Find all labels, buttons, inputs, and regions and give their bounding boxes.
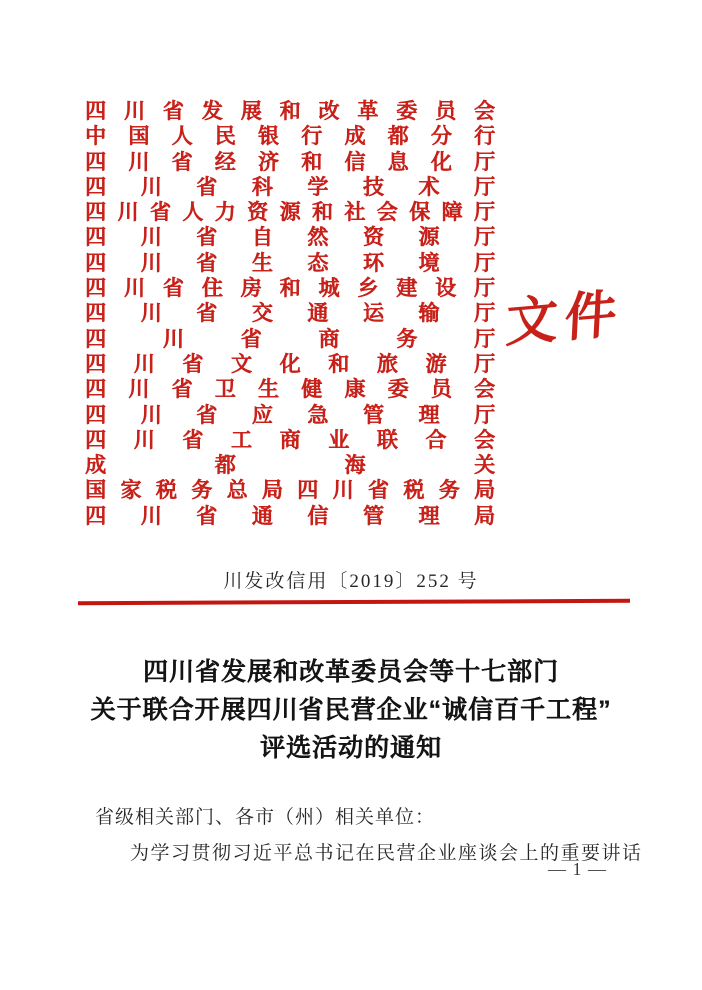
title-line-3: 评选活动的通知 bbox=[259, 734, 442, 762]
page-number: — 1 — bbox=[548, 859, 607, 879]
department-name: 中 国 人 民 银 行 成 都 分 行 bbox=[85, 124, 495, 149]
document-stamp-label: 文件 bbox=[504, 285, 625, 354]
department-name: 成 都 海 关 bbox=[85, 453, 495, 478]
department-name: 四 川 省 应 急 管 理 厅 bbox=[85, 402, 495, 427]
red-divider-line bbox=[78, 599, 630, 605]
salutation-line: 省级相关部门、各市（州）相关单位： bbox=[95, 807, 436, 828]
body-first-line: 为学习贯彻习近平总书记在民营企业座谈会上的重要讲话 bbox=[130, 843, 643, 864]
title-line-1: 四川省发展和改革委员会等十七部门 bbox=[142, 658, 559, 686]
department-name: 四 川 省 商 务 厅 bbox=[85, 326, 495, 351]
department-name: 四 川 省 经 济 和 信 息 化 厅 bbox=[85, 149, 495, 174]
department-name: 四 川 省 人 力 资 源 和 社 会 保 障 厅 bbox=[85, 200, 495, 225]
document-title bbox=[0, 653, 702, 767]
department-name: 四 川 省 发 展 和 改 革 委 员 会 bbox=[85, 99, 495, 123]
department-name: 四 川 省 文 化 和 旅 游 厅 bbox=[85, 351, 495, 376]
department-name: 四 川 省 科 学 技 术 厅 bbox=[85, 174, 495, 199]
department-name: 四 川 省 住 房 和 城 乡 建 设 厅 bbox=[85, 276, 495, 301]
department-name: 四 川 省 卫 生 健 康 委 员 会 bbox=[85, 377, 495, 402]
department-name: 四 川 省 交 通 运 输 厅 bbox=[85, 301, 495, 326]
department-name: 四 川 省 自 然 资 源 厅 bbox=[85, 225, 495, 250]
red-head-list bbox=[85, 99, 495, 529]
department-name: 四 川 省 工 商 业 联 合 会 bbox=[85, 427, 495, 452]
title-line-2: 关于联合开展四川省民营企业“诚信百千工程” bbox=[90, 696, 612, 724]
document-number: 川发改信用〔2019〕252 号 bbox=[223, 571, 479, 592]
department-name: 国 家 税 务 总 局 四 川 省 税 务 局 bbox=[85, 478, 495, 503]
department-name: 四 川 省 生 态 环 境 厅 bbox=[85, 250, 495, 275]
department-name: 四 川 省 通 信 管 理 局 bbox=[85, 503, 495, 528]
